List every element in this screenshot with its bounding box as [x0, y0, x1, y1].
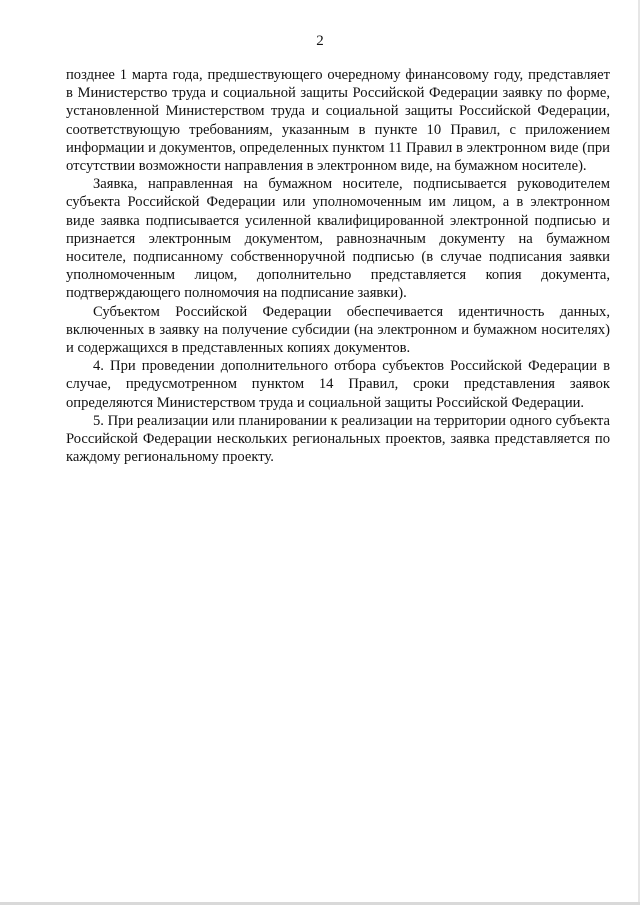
- paragraph-item-5: 5. При реализации или планировании к реализации на территории одного субъекта Российской Федерации нескольких региональных проектов, заявка представляется по каждому региональному проекту.: [66, 412, 610, 466]
- paragraph-item-4: 4. При проведении дополнительного отбора субъектов Российской Федерации в случае, предусмотренном пунктом 14 Правил, сроки представления заявок определяются Министерством труда и социальной защиты Российской Федерации.: [66, 358, 610, 411]
- document-body: [66, 66, 610, 466]
- page-number: 2: [316, 33, 324, 49]
- paragraph-continuation: позднее 1 марта года, предшествующего очередному финансовому году, представляет в Министерство труда и социальной защиты Российской Федерации заявку по форме, установленной Министерством труда и социальной защиты Российской Федерации, соответствующую требованиям, указанным в пункте 10 Правил, с приложением информации и документов, определенных пунктом 11 Правил в электронном виде (при отсутствии возможности направления в электронном виде, на бумажном носителе).: [66, 67, 610, 175]
- paragraph-application-signing: Заявка, направленная на бумажном носителе, подписывается руководителем субъекта Российской Федерации или уполномоченным им лицом, а в электронном виде заявка подписывается усиленной квалифицированной электронной подписью и признается электронным документом, равнозначным документу на бумажном носителе, подписанному собственноручной подписью (в случае подписания заявки уполномоченным лицом, дополнительно представляется копия документа, подтверждающего полномочия на подписание заявки).: [66, 176, 610, 302]
- paragraph-data-identity: Субъектом Российской Федерации обеспечивается идентичность данных, включенных в заявку на получение субсидии (на электронном и бумажном носителях) и содержащихся в представленных копиях документов.: [66, 303, 610, 357]
